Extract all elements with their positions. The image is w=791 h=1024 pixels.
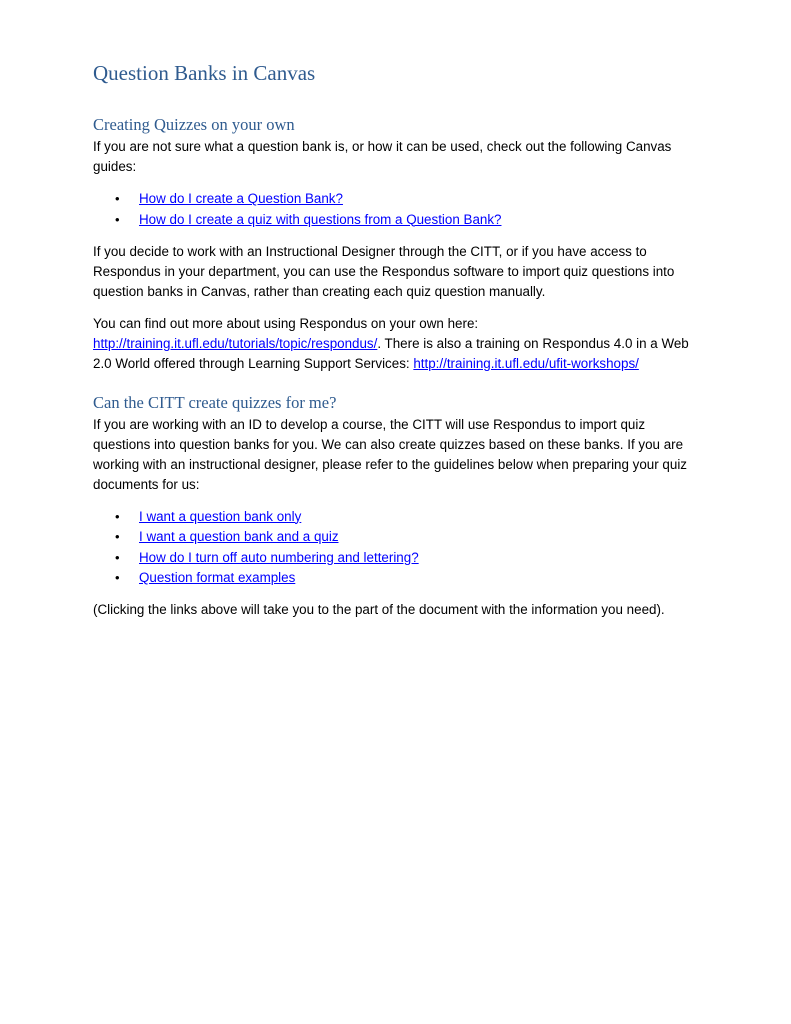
link-question-bank-only[interactable]: I want a question bank only — [139, 508, 302, 524]
list-item — [115, 507, 703, 527]
bullet-icon: • — [115, 211, 120, 227]
link-respondus-tutorials[interactable]: http://training.it.ufl.edu/tutorials/topic/respondus/ — [93, 335, 378, 351]
canvas-guides-list — [93, 189, 703, 230]
training-text-middle: . There is also a training on Respondus 4.0 in a Web 2.0 World offered through Learning Support Services: — [93, 335, 689, 371]
bullet-icon: • — [115, 549, 120, 565]
list-item — [115, 210, 703, 230]
list-item — [115, 189, 703, 209]
section1-training-paragraph — [93, 314, 703, 374]
training-text-start: You can find out more about using Respondus on your own here: — [93, 315, 479, 331]
section-heading-citt-quizzes: Can the CITT create quizzes for me? — [93, 392, 337, 412]
section2-closing-paragraph: (Clicking the links above will take you to the part of the document with the information you need). — [93, 602, 665, 617]
list-item — [115, 527, 703, 547]
guidelines-list — [93, 507, 703, 589]
link-ufit-workshops[interactable]: http://training.it.ufl.edu/ufit-workshops/ — [413, 355, 639, 371]
bullet-icon: • — [115, 570, 120, 585]
bullet-icon: • — [115, 508, 120, 524]
link-question-bank-and-quiz[interactable]: I want a question bank and a quiz — [139, 529, 339, 544]
list-item — [115, 568, 703, 588]
link-turn-off-auto-numbering[interactable]: How do I turn off auto numbering and lettering? — [139, 549, 419, 565]
section1-respondus-paragraph: If you decide to work with an Instructional Designer through the CITT, or if you have access to Respondus in your department, you can use the Respondus software to import quiz questions into question banks in Canvas, rather than creating each quiz question manually. — [93, 243, 675, 299]
document-title: Question Banks in Canvas — [93, 61, 316, 85]
document-page — [93, 58, 703, 632]
bullet-icon: • — [115, 529, 120, 544]
link-question-format-examples[interactable]: Question format examples — [139, 570, 296, 585]
section1-intro-paragraph: If you are not sure what a question bank is, or how it can be used, check out the following Canvas guides: — [93, 139, 672, 174]
section-heading-creating-quizzes: Creating Quizzes on your own — [93, 115, 295, 134]
section2-intro-paragraph: If you are working with an ID to develop a course, the CITT will use Respondus to import quiz questions into question banks for you. We can also create quizzes based on these banks. If you are working with an instructional designer, please refer to the guidelines below when preparing your quiz documents for us: — [93, 416, 687, 492]
link-create-quiz-from-bank[interactable]: How do I create a quiz with questions from a Question Bank? — [139, 211, 502, 227]
bullet-icon: • — [115, 191, 120, 206]
list-item — [115, 548, 703, 568]
link-create-question-bank[interactable]: How do I create a Question Bank? — [139, 191, 343, 206]
